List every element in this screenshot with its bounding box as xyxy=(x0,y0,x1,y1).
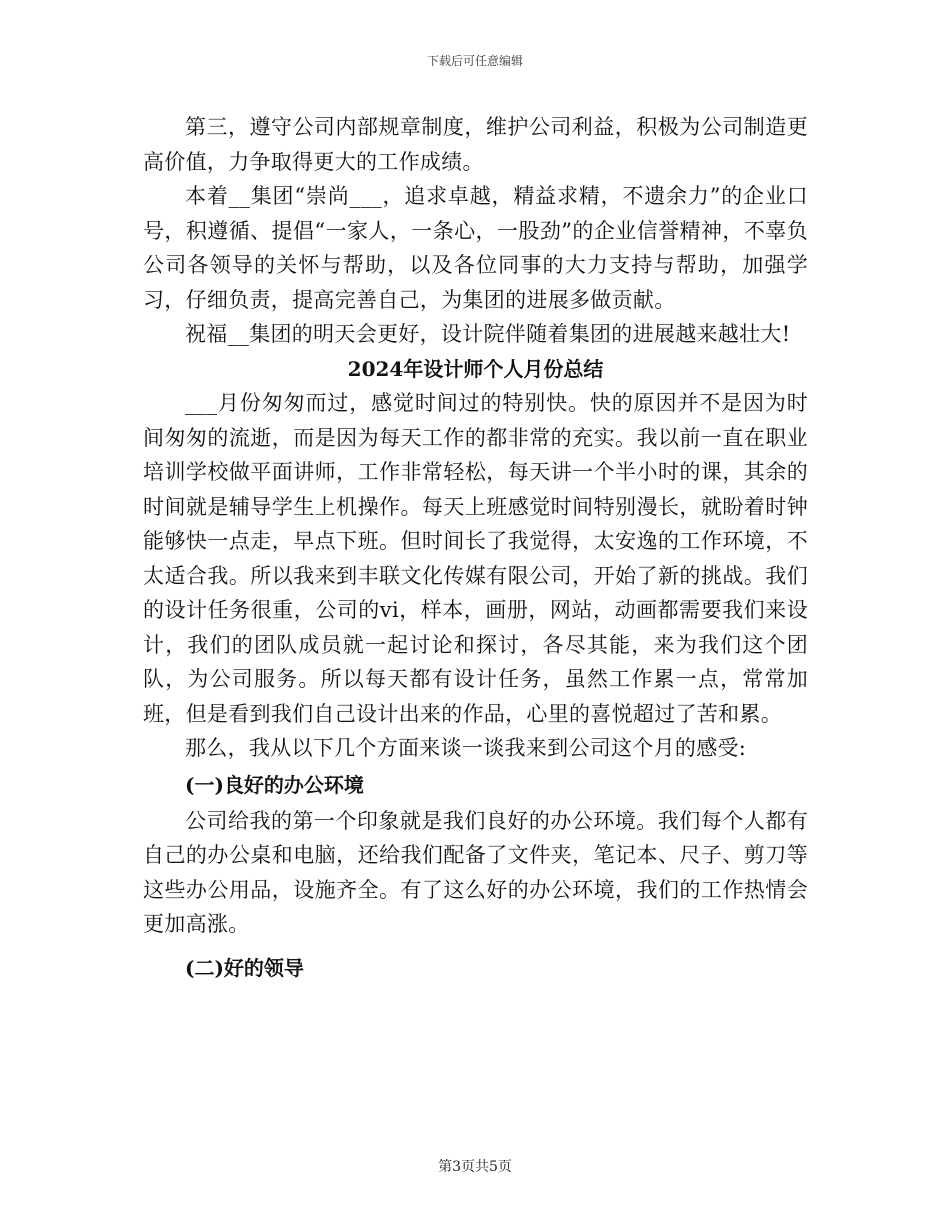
page-header-note: 下载后可任意编辑 xyxy=(426,54,523,68)
paragraph-month-summary: ___月份匆匆而过，感觉时间过的特别快。快的原因并不是因为时间匆匆的流逝，而是因为每天工作的都非常的充实。我以前一直在职业培训学校做平面讲师，工作非常轻松，每天讲一个半小时的课，其余的时间就是辅导学生上机操作。每天上班感觉时间特别漫长，就盼着时钟能够快一点走，早点下班。但时间长了我觉得，太安逸的工作环境，不太适合我。所以我来到丰联文化传媒有限公司，开始了新的挑战。我们的设计任务很重，公司的vi，样本，画册，网站，动画都需要我们来设计，我们的团队成员就一起讨论和探讨，各尽其能，来为我们这个团队，为公司服务。所以每天都有设计任务，虽然工作累一点，常常加班，但是看到我们自己设计出来的作品，心里的喜悦超过了苦和累。 xyxy=(143,391,808,726)
paragraph-company-motto: 本着__集团“崇尚___，追求卓越，精益求精，不遗余力”的企业口号，积遵循、提倡“一家人，一条心，一股劲”的企业信誉精神，不辜负公司各领导的关怀与帮助，以及各位同事的大力支持与帮助，加强学习，仔细负责，提高完善自己，为集团的进展多做贡献。 xyxy=(143,184,808,312)
document-body xyxy=(143,110,808,990)
subheading-good-leadership: (二)好的领导 xyxy=(185,955,304,980)
paragraph-office-environment: 公司给我的第一个印象就是我们良好的办公环境。我们每个人都有自己的办公桌和电脑，还给我们配备了文件夹，笔记本、尺子、剪刀等这些办公用品，设施齐全。有了这么好的办公环境，我们的工作热情会更加高涨。 xyxy=(143,808,808,936)
section-title: 2024年设计师个人月份总结 xyxy=(347,356,604,381)
paragraph-intro-aspects: 那么，我从以下几个方面来谈一谈我来到公司这个月的感受: xyxy=(185,736,747,760)
subheading-office-environment: (一)良好的办公环境 xyxy=(185,772,364,797)
paragraph-blessing: 祝福__集团的明天会更好，设计院伴随着集团的进展越来越壮大! xyxy=(185,322,791,346)
paragraph-third-point: 第三，遵守公司内部规章制度，维护公司利益，积极为公司制造更高价值，力争取得更大的工作成绩。 xyxy=(143,115,808,174)
page-number: 第3页共5页 xyxy=(438,1159,512,1175)
